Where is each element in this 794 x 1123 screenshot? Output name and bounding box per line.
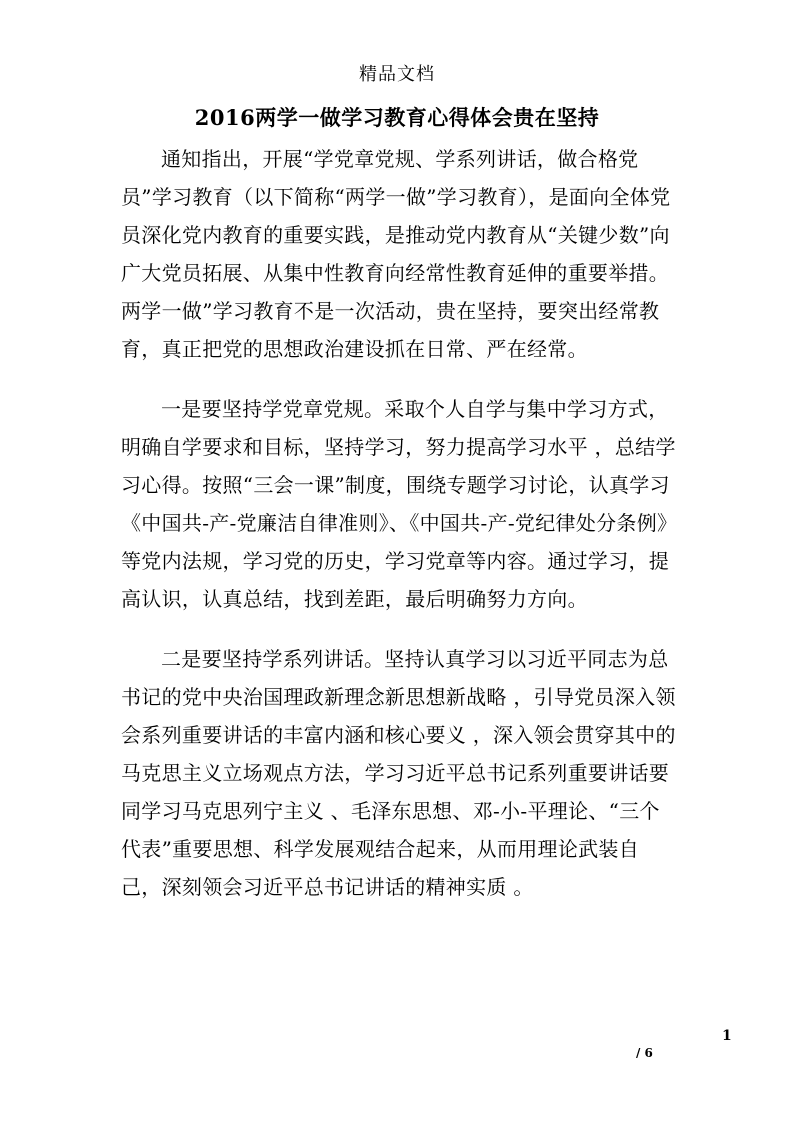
paragraph-point-two: 二是要坚持学系列讲话。坚持认真学习以习近平同志为总书记的党中央治国理政新理念新思想新战略 ，引导党员深入领会系列重要讲话的丰富内涵和核心要义 ，深入领会贯穿其中的马克思主义立场观点方法，学习习近平总书记系列重要讲话要同学习马克思列宁主义 、毛泽东思想、邓-小-平理论、“三个代表”重要思想、科学发展观结合起来，从而用理论武装自己，深刻领会习近平总书记讲话的精神实质 。 [121, 647, 676, 899]
paragraph-intro: 通知指出，开展“学党章党规、学系列讲话，做合格党员”学习教育（以下简称“两学一做”学习教育），是面向全体党员深化党内教育的重要实践，是推动党内教育从“关键少数”向广大党员拓展、从集中性教育向经常性教育延伸的重要举措。两学一做”学习教育不是一次活动，贵在坚持，要突出经常教育，真正把党的思想政治建设抓在日常、严在经常。 [121, 147, 671, 361]
page-header: 精品文档 [359, 64, 435, 85]
page-total: / 6 [636, 1046, 653, 1060]
paragraph-point-one: 一是要坚持学党章党规。采取个人自学与集中学习方式，明确自学要求和目标，坚持学习，努力提高学习水平 ，总结学习心得。按照“三会一课”制度，围绕专题学习讨论，认真学习《中国共-产-党廉洁自律准则》、《中国共-产-党纪律处分条例》等党内法规，学习党的历史，学习党章等内容。通过学习，提高认识，认真总结，找到差距，最后明确努力方向。 [121, 397, 678, 611]
page-number: 1 [722, 1028, 732, 1044]
document-title: 2016两学一做学习教育心得体会贵在坚持 [194, 105, 600, 130]
document-body [121, 140, 679, 906]
